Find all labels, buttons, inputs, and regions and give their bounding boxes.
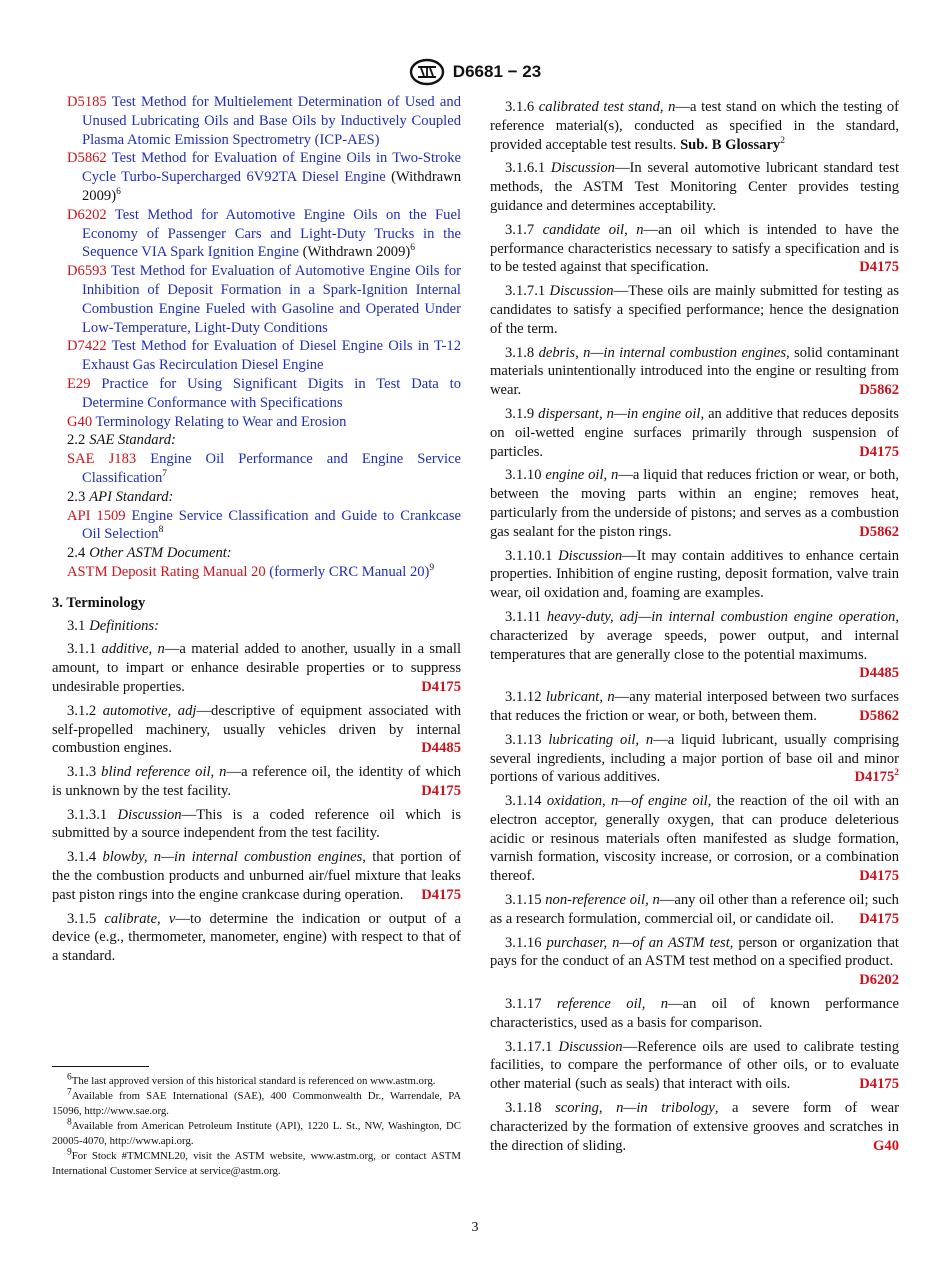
reference-id: SAE J183 [67, 451, 137, 468]
definition-text: —a liquid lubricant, usually comprising several ingredients, including a major portion of base oil and minor portions of various additives. [490, 731, 899, 786]
definition-text: —a test stand on which the testing of reference material(s), conducted as specified in the standard, provided acceptable test results. [490, 99, 899, 153]
withdrawn-note: (Withdrawn 2009) [302, 244, 411, 261]
reference-id: API 1509 [67, 507, 126, 524]
definition-text: —Reference oils are used to calibrate testing facilities, to compare the performance of other oils, or to evaluate other material (such as seals) that interact with oils. [490, 1038, 900, 1093]
definition-entry [52, 702, 461, 758]
definition-text: —an oil which is intended to have the performance characteristics necessary to satisfy a specification and is to be tested against that specification. [490, 221, 899, 276]
definition-term: heavy-duty, adj—in internal combustion engine operation [546, 608, 896, 625]
astm-logo-icon [409, 58, 445, 86]
definition-entry [490, 688, 899, 726]
definition-number: 3.1.8 [505, 344, 539, 361]
reference-id[interactable]: G40 [67, 413, 93, 430]
definition-entry [490, 792, 899, 886]
footnote-text: Available from SAE International (SAE), 400 Commonwealth Dr., Warrendale, PA 15096, http://www.sae.org. [52, 1090, 461, 1117]
reference-id[interactable]: D7422 [67, 338, 107, 355]
definition-entry [490, 221, 899, 277]
definition-text: —These oils are mainly submitted for testing as candidates to satisfy a specified performance; hence the designation of the term. [490, 283, 900, 337]
definition-entry [490, 547, 899, 603]
definition-number: 3.1.11 [505, 608, 547, 625]
definition-entry [490, 891, 899, 929]
api-reference: API 1509 Engine Service Classification and Guide to Crankcase Oil Selection$^8$ [67, 507, 461, 543]
reference-item [52, 149, 461, 205]
reference-title[interactable]: Engine Oil Performance and Engine Service Classification [82, 451, 462, 486]
definition-text: —an oil of known performance characteristics, used as a basis for comparison. [490, 996, 900, 1031]
definition-number: 3.1.14 [505, 793, 547, 810]
definition-text: —any oil other than a reference oil; such as a research formulation, commercial oil, or candidate oil. [490, 892, 899, 927]
definition-text: —In several automotive lubricant standard test methods, the ASTM Test Monitoring Center provides testing guidance and determines acceptability. [490, 160, 899, 214]
left-definitions [52, 640, 461, 966]
definition-text: —a reference oil, the identity of which is unknown by the test facility. [52, 764, 461, 799]
footnote [52, 1149, 461, 1179]
reference-id[interactable]: D6202 [67, 206, 107, 223]
reference-item [52, 262, 461, 337]
reference-id[interactable]: D5862 [67, 150, 107, 167]
definition-entry [490, 731, 899, 787]
document-code: D6681 − 23 [452, 62, 542, 81]
footnote-divider [52, 1066, 149, 1067]
definition-number: 3.1.7 [505, 221, 543, 238]
footnote-marker: 6 [67, 1072, 72, 1083]
definition-term: automotive, adj [102, 702, 197, 719]
definition-number: 3.1.5 [67, 910, 105, 927]
reference-link[interactable]: D5862 [859, 707, 899, 724]
definition-text: —to determine the indication or output of a device (e.g., thermometer, manometer, engine) with respect to that of a standard. [52, 910, 462, 965]
withdrawn-note: (Withdrawn 2009) [82, 169, 461, 204]
definition-text: , person or organization that pays for the conduct of an ASTM test method on a specified product. [490, 934, 899, 970]
footnote [52, 1089, 461, 1119]
discussion-label: Discussion [550, 160, 615, 177]
reference-item [52, 337, 461, 375]
reference-title[interactable]: Test Method for Evaluation of Automotive Engine Oils for Inhibition of Deposit Formation in a Spark-Ignition Internal Combustion Engine Fueled with Gasoline and Operated Under Low-Temperature, Light-Duty Conditions [82, 263, 461, 336]
reference-title[interactable]: Engine Service Classification and Guide to Crankcase Oil Selection [82, 507, 461, 543]
definition-entry [52, 806, 461, 844]
definition-term: oxidation, n—of engine oil [546, 793, 708, 810]
reference-link[interactable]: D4175 [421, 678, 461, 695]
definition-entry [490, 934, 899, 990]
definition-entry [490, 344, 899, 400]
reference-title[interactable]: Test Method for Multielement Determination of Used and Unused Lubricating Oils and Base Oils by Inductively Coupled Plasma Atomic Emission Spectrometry (ICP-AES) [82, 94, 461, 148]
definition-number: 3.1.17 [505, 996, 557, 1013]
discussion-label: Discussion [558, 1038, 623, 1055]
page-number: 3 [471, 1220, 479, 1235]
definition-term: lubricating oil, n [548, 731, 654, 748]
footnote-marker: 8 [67, 1117, 72, 1128]
definition-text: —It may contain additives to enhance certain properties. Inhibition of engine rusting, deposit formation, valve train wear, oil oxidation and, foaming are examples. [490, 547, 899, 602]
definition-text: —a material added to another, usually in a small amount, to impart or enhance desirable properties or to suppress undesirable properties. [52, 641, 461, 695]
definition-number: 3.1.13 [505, 731, 549, 748]
definition-term: calibrate, v [104, 910, 176, 927]
definition-number: 3.1.15 [505, 892, 546, 909]
discussion-label: Discussion [558, 547, 623, 564]
definition-text: , that portion of the the combustion products and unburned air/fuel mixture that leaks past piston rings into the engine crankcase during operation. [52, 849, 461, 903]
definition-number: 3.1.6.1 [505, 160, 551, 177]
definition-term: purchaser, n—of an ASTM test [546, 934, 730, 951]
footnote [52, 1119, 461, 1149]
reference-link[interactable]: D6202 [859, 972, 899, 989]
footnote-text: Available from American Petroleum Institute (API), 1220 L. St., NW, Washington, DC 20005-4070, http://www.api.org. [52, 1120, 461, 1147]
definition-entry [52, 640, 461, 696]
sae-standard-label: 2.2 SAE Standard: [67, 432, 176, 449]
discussion-label: Discussion [549, 283, 614, 300]
footnotes [52, 1074, 461, 1179]
definition-number: 3.1.9 [505, 405, 539, 422]
right-definitions [490, 98, 899, 1155]
definition-entry [490, 282, 899, 338]
reference-title[interactable]: (formerly CRC Manual 20) [269, 563, 430, 580]
definition-entry [52, 763, 461, 801]
definition-entry [490, 608, 899, 683]
definition-number: 3.1.10 [505, 467, 546, 484]
reference-link[interactable]: D4175 [859, 910, 899, 927]
reference-source: Sub. B Glossary [680, 136, 781, 153]
footnote-marker: 2 [780, 135, 785, 146]
definition-text: —any material interposed between two surfaces that reduces the friction or wear, or both, between them. [490, 689, 899, 724]
definition-term: debris, n—in internal combustion engines [538, 344, 787, 361]
reference-link[interactable]: D4175 [859, 868, 899, 885]
definition-term: blind reference oil, n [101, 764, 227, 781]
reference-link[interactable]: D4175 [421, 886, 461, 903]
reference-item [52, 375, 461, 413]
definition-text: , the reaction of the oil with an electron acceptor, generally oxygen, that can produce deleterious acidic or resinous materials often manifested as sludge formation, varnish formation, viscosity increase, or corrosion, or a combination thereof. [490, 793, 899, 885]
footnote [52, 1074, 461, 1089]
definition-text: —descriptive of equipment associated with self-propelled machinery, usually vehicles driven by internal combustion engines. [52, 702, 461, 757]
reference-title[interactable]: Terminology Relating to Wear and Erosion [95, 413, 347, 430]
definition-text: , characterized by average speeds, power output, and internal temperatures that are generally close to the potential maximums. [490, 608, 899, 663]
reference-link[interactable]: D5862 [859, 523, 899, 540]
left-column [52, 93, 461, 966]
footnote-marker: 2 [894, 768, 899, 779]
definition-text: —This is a coded reference oil which is submitted by a source independent from the test facility. [52, 806, 462, 842]
definition-term: calibrated test stand, n [538, 99, 676, 115]
definition-entry [52, 848, 461, 904]
definition-term: dispersant, n—in engine oil [538, 405, 701, 422]
definition-number: 3.1.18 [505, 1100, 556, 1117]
definition-number: 3.1.1 [67, 641, 102, 658]
definition-term: non-reference oil, n [545, 892, 660, 909]
definition-term: reference oil, n [556, 996, 669, 1013]
reference-id: ASTM Deposit Rating Manual 20 [67, 563, 266, 580]
definition-number: 3.1.16 [505, 934, 547, 951]
definition-entry [52, 910, 461, 966]
reference-link[interactable]: D4175 [859, 1076, 899, 1093]
sae-reference: SAE J183 Engine Oil Performance and Engine Service Classification$^7$ [67, 451, 462, 486]
reference-id[interactable]: D5185 [67, 94, 107, 110]
other-reference: ASTM Deposit Rating Manual 20 (formerly CRC Manual 20)$^9$ [67, 563, 435, 580]
api-standard-label: 2.3 API Standard: [67, 488, 174, 505]
page-header [0, 58, 950, 86]
definition-entry [490, 1099, 899, 1155]
discussion-label: Discussion [117, 806, 182, 823]
definition-term: engine oil, n [545, 467, 619, 484]
reference-title[interactable]: Test Method for Evaluation of Diesel Engine Oils in T-12 Exhaust Gas Recirculation Diesel Engine [82, 338, 461, 374]
definition-text: —a liquid that reduces friction or wear, or both, between the moving parts within an engine; removes heat, particularly from the underside of pistons; and serves as a combustion gas sealant for the piston rings. [490, 467, 899, 540]
reference-item [52, 206, 461, 262]
footnote-marker: 9 [67, 1147, 72, 1158]
reference-title[interactable]: Test Method for Evaluation of Engine Oils in Two-Stroke Cycle Turbo-Supercharged 6V92TA Diesel Engine [82, 150, 461, 186]
footnote-marker: 6 [116, 187, 121, 198]
definition-number: 3.1.12 [505, 689, 546, 706]
definition-term: lubricant, n [545, 689, 615, 706]
footnote-text: For Stock #TMCMNL20, visit the ASTM website, www.astm.org, or contact ASTM International Customer Service at service@astm.org. [52, 1150, 461, 1177]
reference-item [52, 413, 461, 432]
reference-link[interactable]: D5862 [859, 382, 899, 399]
definition-number: 3.1.3.1 [67, 806, 118, 823]
right-column [490, 93, 899, 1155]
definition-term: blowby, n—in internal combustion engines [102, 849, 363, 866]
definition-number: 3.1.6 [505, 99, 539, 115]
definition-number: 3.1.7.1 [505, 283, 550, 300]
definition-entry [490, 98, 899, 154]
definition-entry [490, 159, 899, 215]
definition-number: 3.1.3 [67, 764, 102, 781]
definition-entry [490, 995, 899, 1033]
section-heading-terminology: 3. Terminology [52, 594, 146, 611]
reference-link[interactable]: D4485 [859, 665, 899, 682]
definition-text: , solid contaminant materials unintentionally introduced into the engine or resulting from wear. [490, 344, 899, 399]
reference-link[interactable]: D4175$^2$ [854, 768, 899, 786]
definition-term: additive, n [101, 641, 165, 658]
reference-id[interactable]: E29 [67, 375, 91, 392]
definition-number: 3.1.17.1 [505, 1038, 559, 1055]
definition-text: , a severe form of wear characterized by the formation of extensive grooves and scratches in the direction of sliding. [490, 1100, 900, 1154]
reference-link[interactable]: D4175 [421, 782, 461, 799]
reference-id[interactable]: D6593 [67, 263, 107, 280]
reference-item [52, 93, 461, 149]
definition-term: candidate oil, n [542, 221, 644, 238]
reference-link[interactable]: D4485 [421, 740, 461, 757]
footnote-marker: 7 [67, 1087, 72, 1098]
definition-entry [490, 1038, 899, 1094]
other-document-label: 2.4 Other ASTM Document: [67, 545, 232, 562]
definition-number: 3.1.2 [67, 702, 103, 719]
reference-list [52, 93, 461, 431]
definition-entry [490, 405, 899, 461]
definition-number: 3.1.4 [67, 849, 103, 866]
definition-term: scoring, n—in tribology [555, 1100, 715, 1117]
definition-text: , an additive that reduces deposits on oil-wetted engine surfaces primarily through suspension of particles. [490, 405, 899, 460]
reference-title[interactable]: Practice for Using Significant Digits in Test Data to Determine Conformance with Specifications [82, 375, 461, 411]
reference-link[interactable]: D4175 [859, 443, 899, 460]
footnote-marker: 6 [410, 243, 416, 254]
footnote-text: The last approved version of this historical standard is referenced on www.astm.org. [71, 1075, 436, 1087]
reference-link[interactable]: D4175 [859, 259, 899, 276]
definitions-label: 3.1 Definitions: [67, 617, 159, 634]
definition-entry [490, 466, 899, 541]
definition-number: 3.1.10.1 [505, 547, 559, 564]
reference-link[interactable]: G40 [873, 1137, 899, 1154]
reference-title[interactable]: Test Method for Automotive Engine Oils on the Fuel Economy of Passenger Cars and Light-Duty Trucks in the Sequence VIA Spark Ignition Engine [82, 206, 461, 261]
